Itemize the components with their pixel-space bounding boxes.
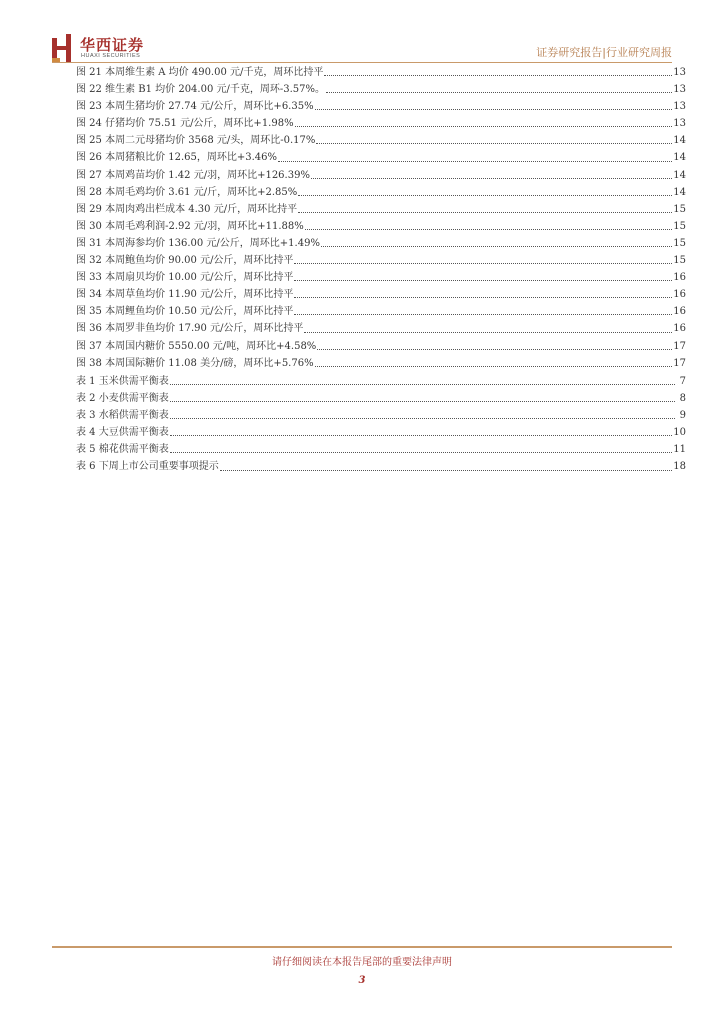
header-divider bbox=[52, 62, 672, 63]
figure-entry[interactable] bbox=[76, 320, 686, 337]
toc-entry-page: 11 bbox=[673, 444, 686, 456]
toc-entry-label: 图 27 本周鸡苗均价 1.42 元/羽，周环比+126.39% bbox=[76, 169, 310, 181]
figure-entry[interactable] bbox=[76, 286, 686, 303]
figure-list bbox=[76, 64, 686, 372]
toc-entry-label: 表 3 水稻供需平衡表 bbox=[76, 410, 169, 422]
toc-entry-label: 图 24 仔猪均价 75.51 元/公斤，周环比+1.98% bbox=[76, 118, 294, 130]
dot-leader bbox=[311, 177, 672, 179]
toc-entry-label: 图 35 本周鲤鱼均价 10.50 元/公斤，周环比持平 bbox=[76, 306, 294, 318]
dot-leader bbox=[321, 245, 672, 247]
figure-entry[interactable] bbox=[76, 184, 686, 201]
dot-leader bbox=[170, 383, 675, 385]
dot-leader bbox=[326, 91, 672, 93]
page-number: 3 bbox=[358, 975, 366, 986]
toc-entry-page: 15 bbox=[673, 203, 686, 215]
toc-entry-page: 14 bbox=[673, 186, 686, 198]
toc-entry-page: 15 bbox=[673, 255, 686, 267]
toc-entry-page: 16 bbox=[673, 323, 686, 335]
toc-entry-label: 图 32 本周鲍鱼均价 90.00 元/公斤，周环比持平 bbox=[76, 255, 294, 267]
toc-entry-label: 表 5 棉花供需平衡表 bbox=[76, 444, 169, 456]
toc-entry-label: 表 2 小麦供需平衡表 bbox=[76, 393, 169, 405]
toc-entry-label: 图 28 本周毛鸡均价 3.61 元/斤，周环比+2.85% bbox=[76, 186, 298, 198]
toc-entry-label: 图 33 本周扇贝均价 10.00 元/公斤，周环比持平 bbox=[76, 272, 294, 284]
logo-text-cn: 华西证券 bbox=[80, 36, 145, 54]
figure-entry[interactable] bbox=[76, 132, 686, 149]
figure-entry[interactable] bbox=[76, 81, 686, 98]
figure-entry[interactable] bbox=[76, 167, 686, 184]
toc-entry-label: 图 26 本周猪粮比价 12.65，周环比+3.46% bbox=[76, 152, 278, 164]
figure-entry[interactable] bbox=[76, 355, 686, 372]
dot-leader bbox=[304, 331, 672, 333]
dot-leader bbox=[278, 160, 672, 162]
logo-text-en: HUAXI SECURITIES bbox=[81, 53, 141, 59]
dot-leader bbox=[170, 417, 675, 419]
toc-entry-label: 图 30 本周毛鸡利润-2.92 元/羽，周环比+11.88% bbox=[76, 220, 304, 232]
dot-leader bbox=[315, 108, 673, 110]
figure-entry[interactable] bbox=[76, 303, 686, 320]
toc-entry-page: 14 bbox=[673, 135, 686, 147]
figure-entry[interactable] bbox=[76, 338, 686, 355]
toc-entry-page: 16 bbox=[673, 272, 686, 284]
toc-entry-label: 图 38 本周国际糖价 11.08 美分/磅，周环比+5.76% bbox=[76, 357, 314, 369]
figure-entry[interactable] bbox=[76, 218, 686, 235]
dot-leader bbox=[316, 142, 672, 144]
dot-leader bbox=[294, 262, 672, 264]
dot-leader bbox=[315, 365, 673, 367]
dot-leader bbox=[298, 194, 672, 196]
toc-entry-label: 表 1 玉米供需平衡表 bbox=[76, 376, 169, 387]
toc-entry-label: 图 36 本周罗非鱼均价 17.90 元/公斤，周环比持平 bbox=[76, 323, 304, 335]
figure-entry[interactable] bbox=[76, 252, 686, 269]
dot-leader bbox=[294, 296, 672, 298]
toc-entry-page: 9 bbox=[679, 410, 686, 422]
dot-leader bbox=[220, 469, 673, 471]
dot-leader bbox=[170, 434, 673, 436]
toc-entry-page: 16 bbox=[673, 289, 686, 301]
toc-entry-label: 图 23 本周生猪均价 27.74 元/公斤，周环比+6.35% bbox=[76, 101, 314, 113]
toc-entry-page: 15 bbox=[673, 220, 686, 232]
toc-entry-page: 16 bbox=[673, 306, 686, 318]
toc-entry-page: 17 bbox=[673, 357, 686, 369]
dot-leader bbox=[298, 211, 672, 213]
table-entry[interactable] bbox=[76, 390, 686, 407]
toc-entry-page: 17 bbox=[673, 340, 686, 352]
toc-entry-page: 13 bbox=[673, 84, 686, 96]
dot-leader bbox=[170, 451, 673, 453]
toc-entry-page: 15 bbox=[673, 237, 686, 249]
toc-entry-label: 表 6 下周上市公司重要事项提示 bbox=[76, 461, 219, 473]
table-entry[interactable] bbox=[76, 373, 686, 390]
toc-entry-page: 13 bbox=[673, 101, 686, 113]
dot-leader bbox=[295, 125, 673, 127]
toc-entry-page: 10 bbox=[673, 427, 686, 439]
page-header bbox=[0, 0, 724, 66]
report-type: 证券研究报告|行业研究周报 bbox=[536, 46, 672, 59]
toc-entry-page: 13 bbox=[673, 67, 686, 78]
dot-leader bbox=[317, 348, 672, 350]
toc-entry-page: 7 bbox=[679, 376, 686, 387]
figure-entry[interactable] bbox=[76, 235, 686, 252]
table-entry[interactable] bbox=[76, 441, 686, 458]
figure-entry[interactable] bbox=[76, 98, 686, 115]
toc-entry-page: 18 bbox=[673, 461, 686, 473]
toc-entry-label: 图 25 本周二元母猪均价 3568 元/头，周环比-0.17% bbox=[76, 135, 316, 147]
toc-entry-page: 14 bbox=[673, 169, 686, 181]
toc-entry-label: 图 29 本周肉鸡出栏成本 4.30 元/斤，周环比持平 bbox=[76, 203, 298, 215]
table-entry[interactable] bbox=[76, 407, 686, 424]
figure-entry[interactable] bbox=[76, 149, 686, 166]
dot-leader bbox=[170, 400, 675, 402]
legal-notice: 请仔细阅读在本报告尾部的重要法律声明 bbox=[272, 957, 452, 968]
footer-divider bbox=[52, 946, 672, 948]
toc-entry-label: 图 21 本周维生素 A 均价 490.00 元/千克，周环比持平 bbox=[76, 67, 324, 78]
dot-leader bbox=[294, 313, 672, 315]
toc-entry-label: 图 31 本周海参均价 136.00 元/公斤，周环比+1.49% bbox=[76, 237, 320, 249]
table-entry[interactable] bbox=[76, 458, 686, 475]
table-list bbox=[76, 373, 686, 476]
figure-entry[interactable] bbox=[76, 201, 686, 218]
toc-entry-label: 图 37 本周国内糖价 5550.00 元/吨，周环比+4.58% bbox=[76, 340, 317, 352]
figure-entry[interactable] bbox=[76, 64, 686, 81]
toc-entry-label: 图 22 维生素 B1 均价 204.00 元/千克，周环-3.57%。 bbox=[76, 84, 326, 96]
table-entry[interactable] bbox=[76, 424, 686, 441]
huaxi-logo-icon bbox=[52, 34, 74, 62]
toc-entry-label: 表 4 大豆供需平衡表 bbox=[76, 427, 169, 439]
figure-entry[interactable] bbox=[76, 115, 686, 132]
toc-entry-page: 13 bbox=[673, 118, 686, 130]
toc-entry-page: 14 bbox=[673, 152, 686, 164]
toc-entry-page: 8 bbox=[679, 393, 686, 405]
dot-leader bbox=[324, 74, 672, 76]
toc-entry-label: 图 34 本周草鱼均价 11.90 元/公斤，周环比持平 bbox=[76, 289, 294, 301]
figure-entry[interactable] bbox=[76, 269, 686, 286]
dot-leader bbox=[305, 228, 672, 230]
dot-leader bbox=[294, 279, 672, 281]
